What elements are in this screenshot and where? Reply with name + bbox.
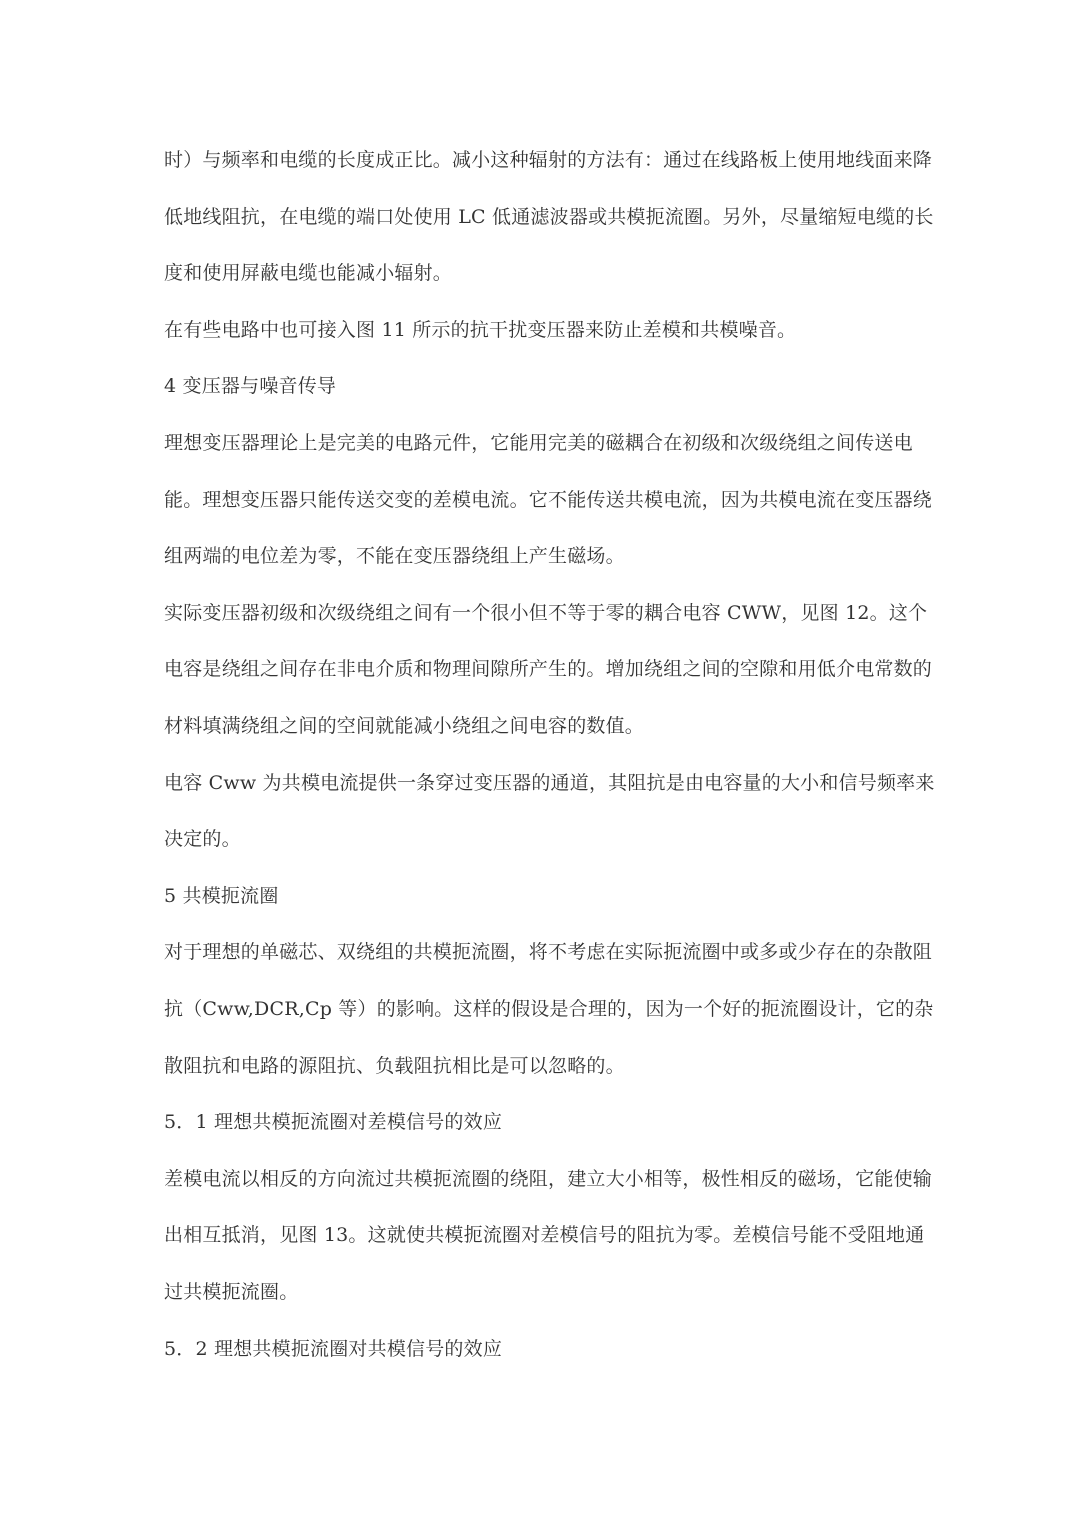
subsection-heading: 5．1 理想共模扼流圈对差模信号的效应 [164,1111,503,1133]
subsection-heading: 5．2 理想共模扼流圈对共模信号的效应 [164,1338,503,1360]
text-line: 电容是绕组之间存在非电介质和物理间隙所产生的。增加绕组之间的空隙和用低介电常数的 [164,658,933,680]
text-line: 抗（Cww,DCR,Cp 等）的影响。这样的假设是合理的，因为一个好的扼流圈设计，它的杂 [164,998,934,1020]
text-line: 决定的。 [164,828,241,850]
section-heading: 4 变压器与噪音传导 [164,375,337,397]
text-line: 低地线阻抗，在电缆的端口处使用 LC 低通滤波器或共模扼流圈。另外，尽量缩短电缆的长 [164,206,934,228]
text-line: 出相互抵消，见图 13。这就使共模扼流圈对差模信号的阻抗为零。差模信号能不受阻地通 [164,1224,925,1246]
text-line: 时）与频率和电缆的长度成正比。减小这种辐射的方法有：通过在线路板上使用地线面来降 [164,149,933,171]
text-line: 在有些电路中也可接入图 11 所示的抗干扰变压器来防止差模和共模噪音。 [164,319,797,341]
text-line: 差模电流以相反的方向流过共模扼流圈的绕阻，建立大小相等，极性相反的磁场，它能使输 [164,1168,933,1190]
text-line: 能。理想变压器只能传送交变的差模电流。它不能传送共模电流，因为共模电流在变压器绕 [164,489,933,511]
text-line: 散阻抗和电路的源阻抗、负载阻抗相比是可以忽略的。 [164,1055,625,1077]
text-line: 实际变压器初级和次级绕组之间有一个很小但不等于零的耦合电容 CWW，见图 12。这个 [164,602,928,624]
text-line: 度和使用屏蔽电缆也能减小辐射。 [164,262,453,284]
text-line: 理想变压器理论上是完美的电路元件，它能用完美的磁耦合在初级和次级绕组之间传送电 [164,432,913,454]
text-line: 组两端的电位差为零，不能在变压器绕组上产生磁场。 [164,545,625,567]
text-line: 材料填满绕组之间的空间就能减小绕组之间电容的数值。 [164,715,645,737]
section-heading: 5 共模扼流圈 [164,885,279,907]
text-line: 对于理想的单磁芯、双绕组的共模扼流圈，将不考虑在实际扼流圈中或多或少存在的杂散阻 [164,941,933,963]
text-line: 电容 Cww 为共模电流提供一条穿过变压器的通道，其阻抗是由电容量的大小和信号频率来 [164,772,935,794]
text-line: 过共模扼流圈。 [164,1281,299,1303]
